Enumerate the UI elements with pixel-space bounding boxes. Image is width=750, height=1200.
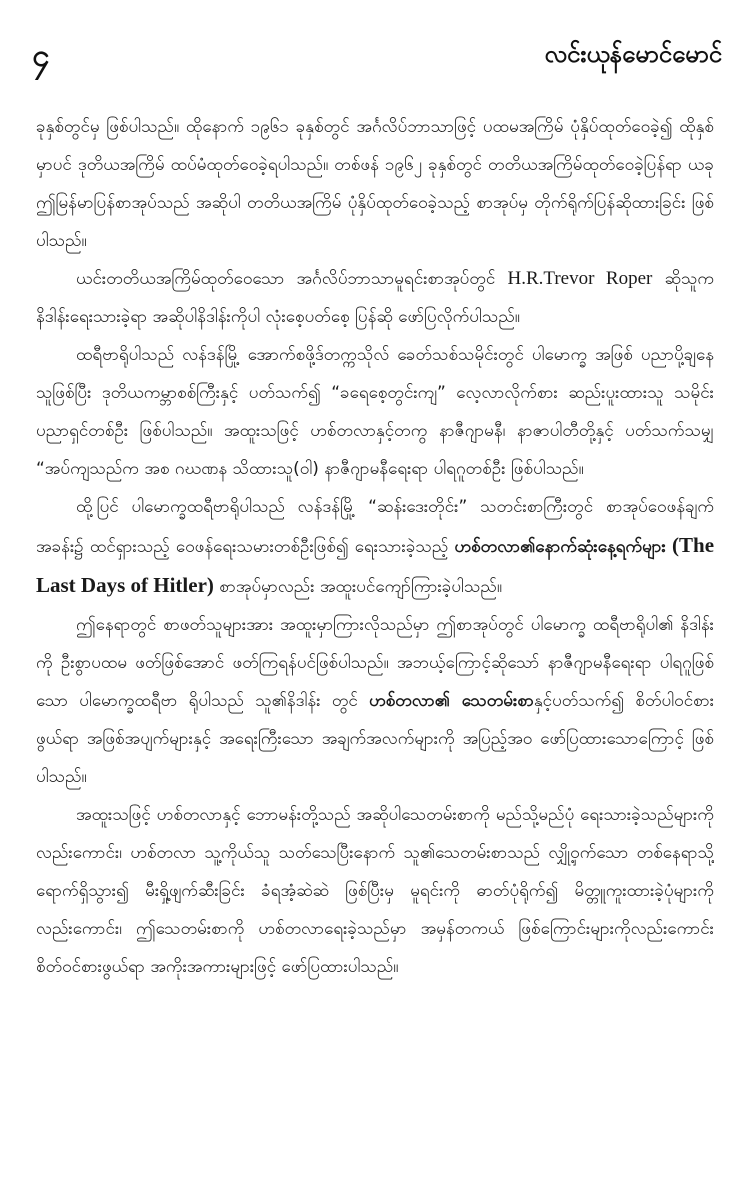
book-title-english: (The Last Days of Hitler) <box>36 533 714 597</box>
paragraph-4 <box>36 488 714 606</box>
paragraph-1: ခုနှစ်တွင်မှ ဖြစ်ပါသည်။ ထိုနောက် ၁၉၆၁ ခုနှစ်တွင် အင်္ဂလိပ်ဘာသာဖြင့် ပထမအကြိမ် ပုံနှိပ်ထုတ်ဝေခဲ့၍ ထိုနှစ်မှာပင် ဒုတိယအကြိမ် ထပ်မံထုတ်ဝေခဲ့ရပါသည်။ တစ်ဖန် ၁၉၆၂ ခုနှစ်တွင် တတိယအကြိမ်ထုတ်ဝေခဲ့ပြန်ရာ ယခုဤမြန်မာပြန်စာအုပ်သည် အဆိုပါ တတိယအကြိမ် ပုံနှိပ်ထုတ်ဝေခဲ့သည့် စာအုပ်မှ တိုက်ရိုက်ပြန်ဆိုထားခြင်း ဖြစ်ပါသည်။ <box>36 117 714 251</box>
page-header <box>32 30 722 90</box>
paragraph-2-text-a: ယင်းတတိယအကြိမ်ထုတ်ဝေသော အင်္ဂလိပ်ဘာသာမူရင်းစာအုပ်တွင် <box>76 269 496 289</box>
page-number: ၄ <box>32 38 50 74</box>
paragraph-5-text-b: နှင့်ပတ်သက်၍ စိတ်ပါဝင်စားဖွယ်ရာ အဖြစ်အပျက်များနှင့် အရေးကြီးသော အချက်အလက်များကို အပြည့်အဝ ဖော်ပြထားသောကြောင့် ဖြစ်ပါသည်။ <box>36 691 714 787</box>
body-text <box>36 108 714 1178</box>
paragraph-5-text-a: ဤနေရာတွင် စာဖတ်သူများအား အထူးမှာကြားလိုသည်မှာ ဤစာအုပ်တွင် ပါမောက္ခ ထရီဗာရိုပါ၏ နိဒါန်းကို ဦးစွာပထမ ဖတ်ဖြစ်အောင် ဖတ်ကြရန်ပင်ဖြစ်ပါသည်။ အဘယ့်ကြောင့်ဆိုသော် နာဇီဂျာမနီရေးရာ ပါရဂူဖြစ်သော ပါမောက္ခထရီဗာ ရိုပါသည် သူ၏နိဒါန်း တွင် <box>36 615 714 711</box>
paragraph-4-text-a: ထို့ပြင် ပါမောက္ခထရီဗာရိုပါသည် လန်ဒန်မြို့ “ဆန်းဒေးတိုင်း” သတင်းစာကြီးတွင် စာအုပ်ဝေဖန်ချက်အခန်း၌ ထင်ရှားသည့် ဝေဖန်ရေးသမားတစ်ဦးဖြစ်၍ ရေးသားခဲ့သည့် <box>36 497 714 557</box>
paragraph-3: ထရီဗာရိုပါသည် လန်ဒန်မြို့ အောက်စဖို့ဒ်တက္ကသိုလ် ခေတ်သစ်သမိုင်းတွင် ပါမောက္ခ အဖြစ် ပညာပို့ချနေသူဖြစ်ပြီး ဒုတိယကမ္ဘာစစ်ကြီးနှင့် ပတ်သက်၍ “ခရေစေ့တွင်းကျ” လေ့လာလိုက်စား ဆည်းပူးထားသူ သမိုင်းပညာရှင်တစ်ဦး ဖြစ်ပါသည်။ အထူးသဖြင့် ဟစ်တလာနှင့်တကွ နာဇီဂျာမနီ၊ နာဇာပါတီတို့နှင့် ပတ်သက်သမျှ “အပ်ကျသည်က အစ ဂဃဏန သိထားသူ(ဝါ) နာဇီဂျာမနီရေးရာ ပါရဂူတစ်ဦး ဖြစ်ပါသည်။ <box>36 345 714 479</box>
running-head-author: လင်းယုန်မောင်မောင် <box>544 40 722 68</box>
trevor-roper-name: H.R.Trevor Roper <box>507 268 653 289</box>
book-title-myanmar: ဟစ်တလာ၏နောက်ဆုံးနေ့ရက်များ <box>454 537 666 557</box>
paragraph-5 <box>36 606 714 796</box>
paragraph-6: အထူးသဖြင့် ဟစ်တလာနှင့် ဘောမန်းတို့သည် အဆိုပါသေတမ်းစာကို မည်သို့မည်ပုံ ရေးသားခဲ့သည်များကိုလည်းကောင်း၊ ဟစ်တလာ သူ့ကိုယ်သူ သတ်သေပြီးနောက် သူ၏သေတမ်းစာသည် လျှို့ဝှက်သော တစ်နေရာသို့ ရောက်ရှိသွား၍ မီးရှို့ဖျက်ဆီးခြင်း ခံရအံ့ဆဲဆဲ ဖြစ်ပြီးမှ မူရင်းကို ဓာတ်ပုံရိုက်၍ မိတ္တူကူးထားခဲ့ပုံများကိုလည်းကောင်း၊ ဤသေတမ်းစာကို ဟစ်တလာရေးခဲ့သည်မှာ အမှန်တကယ် ဖြစ်ကြောင်းများကိုလည်းကောင်း စိတ်ဝင်စားဖွယ်ရာ အကိုးအကားများဖြင့် ဖော်ပြထားပါသည်။ <box>36 805 714 977</box>
paragraph-2 <box>36 260 714 336</box>
paragraph-2-text-b: ဆိုသူက နိဒါန်းရေးသားခဲ့ရာ အဆိုပါနိဒါန်းကိုပါ လုံးစေ့ပတ်စေ့ ပြန်ဆို ဖော်ပြလိုက်ပါသည်။ <box>36 269 714 327</box>
paragraph-4-text-b: စာအုပ်မှာလည်း အထူးပင်ကျော်ကြားခဲ့ပါသည်။ <box>219 577 502 597</box>
hitler-testament-bold: ဟစ်တလာ၏ သေတမ်းစာ <box>369 691 534 711</box>
